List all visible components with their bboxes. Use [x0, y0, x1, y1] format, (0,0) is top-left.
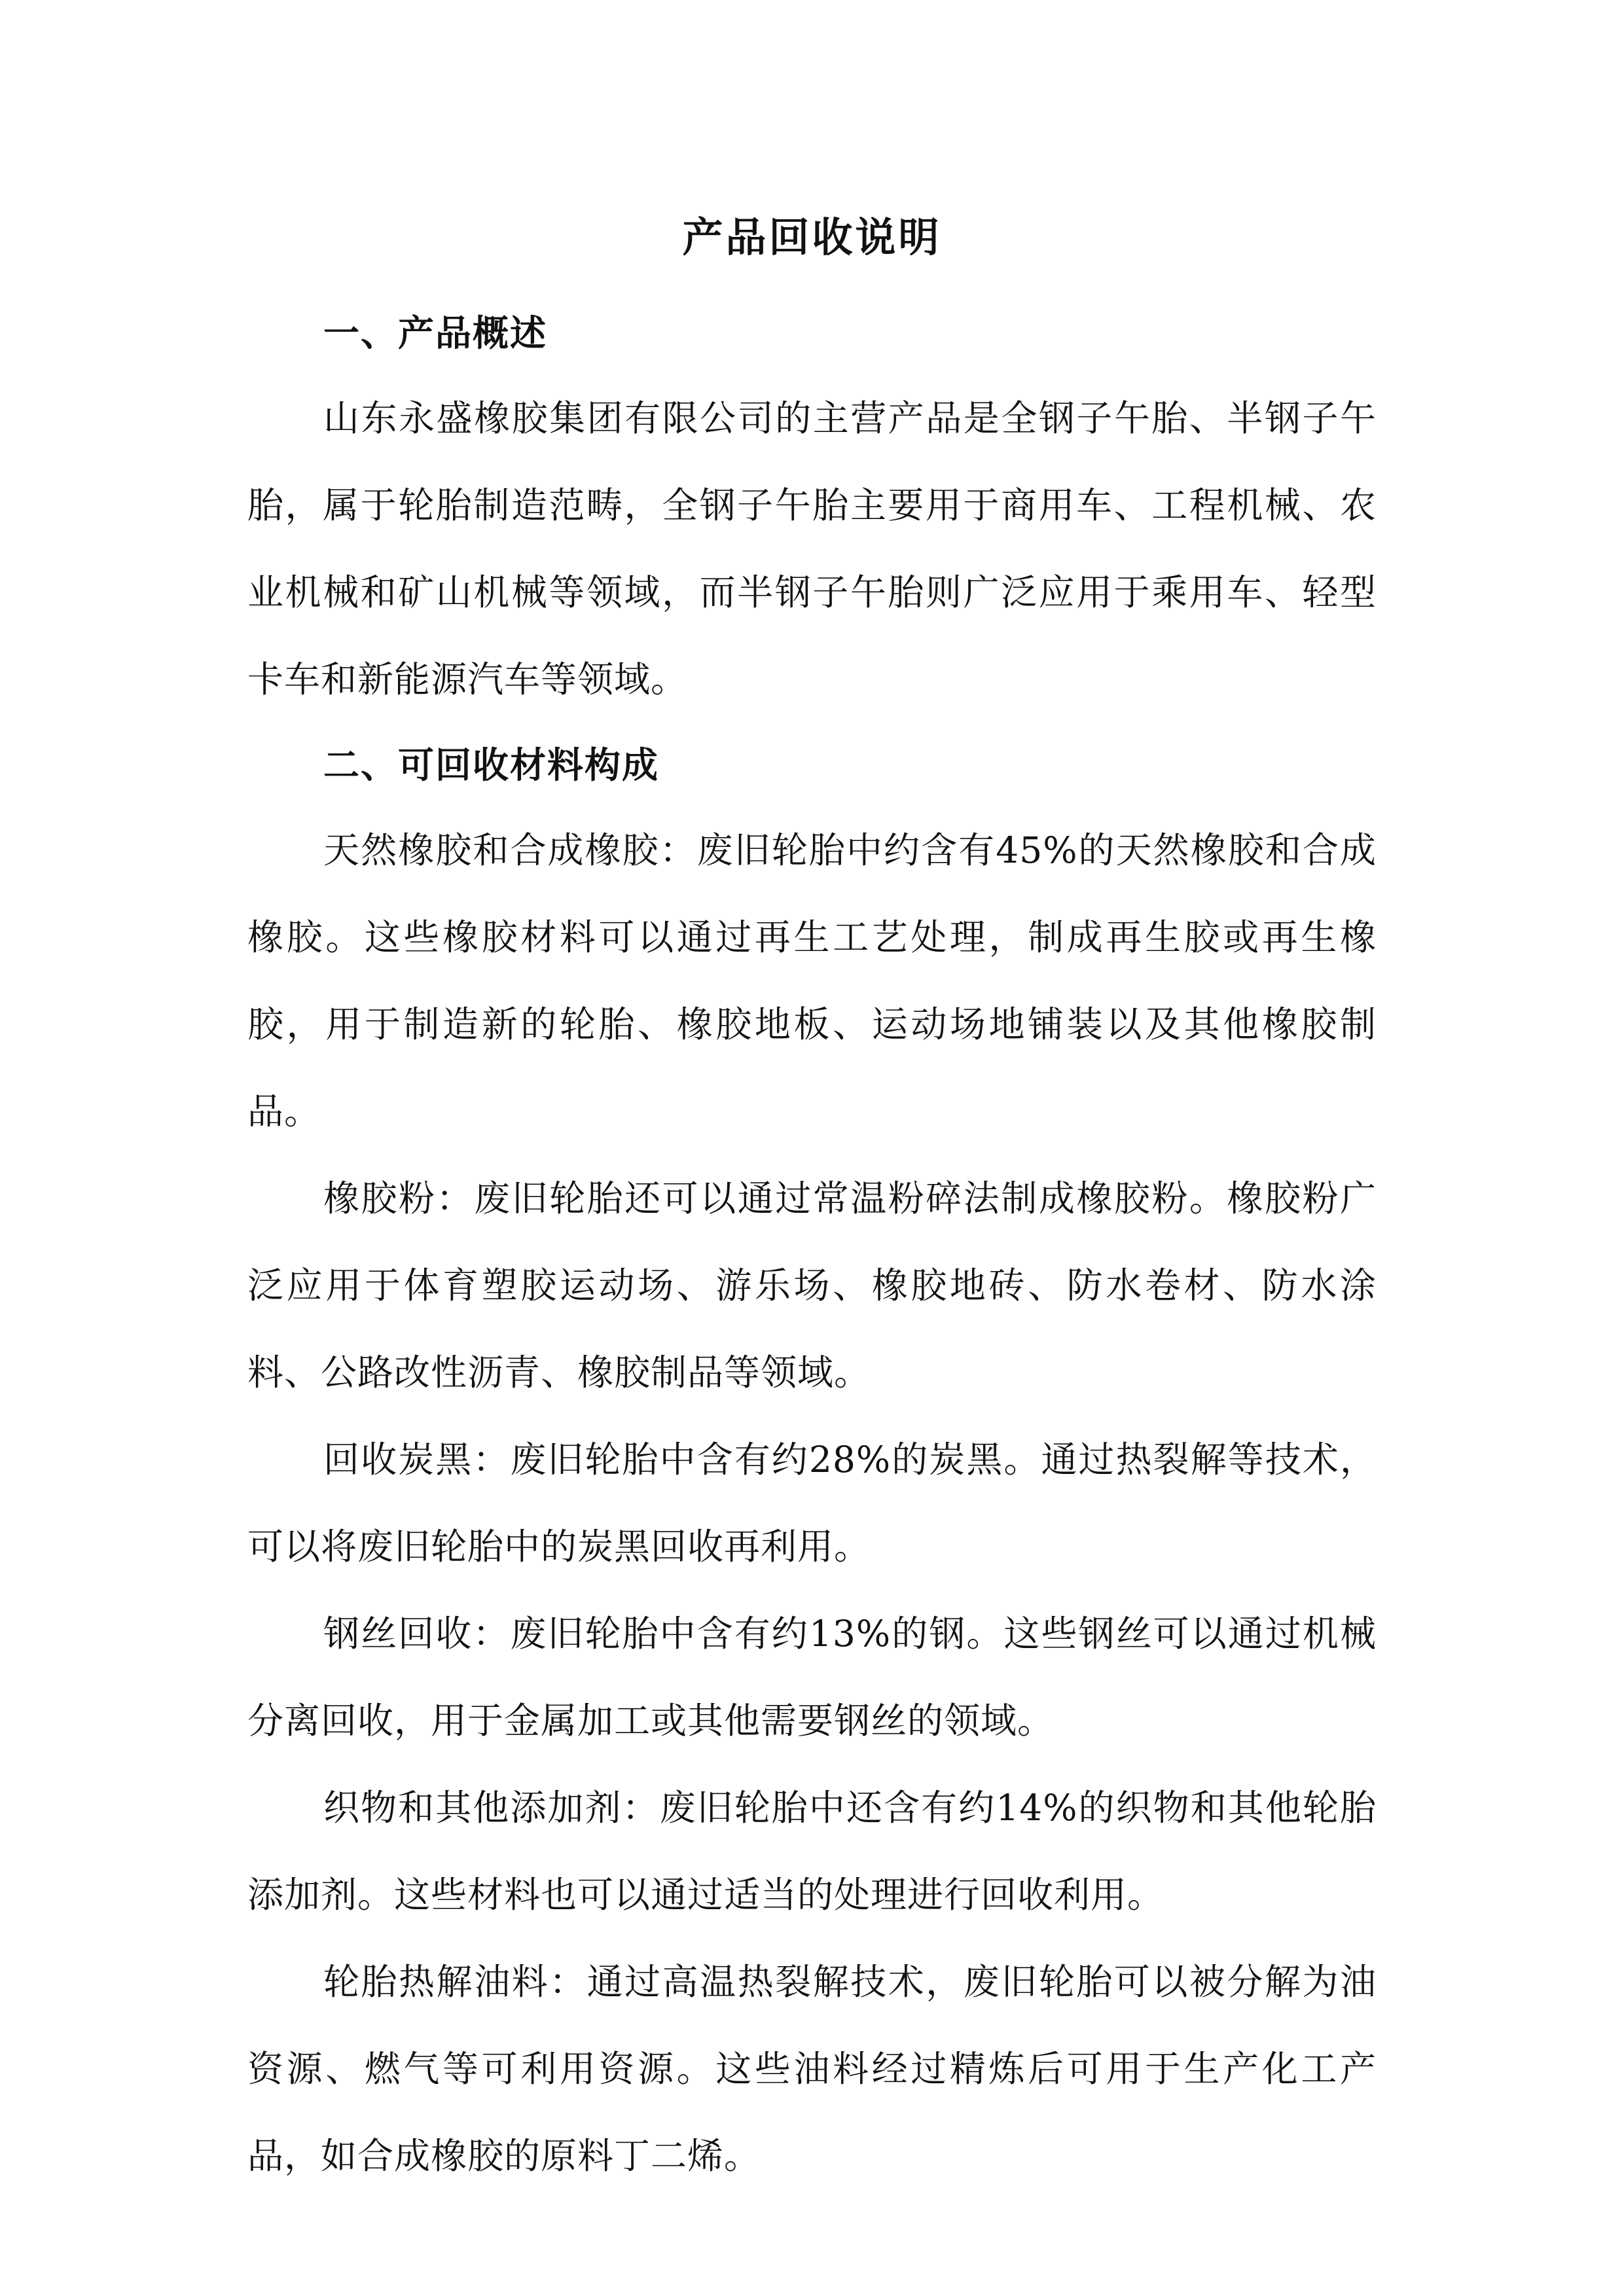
section-heading: 一、产品概述 [323, 312, 548, 354]
paragraph: 回收炭黑：废旧轮胎中含有约28%的炭黑。通过热裂解等技术，可以将废旧轮胎中的炭黑回收再利用。 [247, 1439, 1377, 1568]
document-body [247, 291, 1377, 2200]
paragraph: 山东永盛橡胶集团有限公司的主营产品是全钢子午胎、半钢子午胎，属于轮胎制造范畴，全钢子午胎主要用于商用车、工程机械、农业机械和矿山机械等领域，而半钢子午胎则广泛应用于乘用车、轻型卡车和新能源汽车等领域。 [247, 397, 1377, 700]
paragraph: 钢丝回收：废旧轮胎中含有约13%的钢。这些钢丝可以通过机械分离回收，用于金属加工或其他需要钢丝的领域。 [247, 1613, 1377, 1742]
document-title: 产品回收说明 [682, 213, 942, 261]
paragraph: 织物和其他添加剂：废旧轮胎中还含有约14%的织物和其他轮胎添加剂。这些材料也可以通过适当的处理进行回收利用。 [247, 1787, 1377, 1916]
section-heading: 二、可回收材料构成 [323, 744, 660, 786]
paragraph: 橡胶粉：废旧轮胎还可以通过常温粉碎法制成橡胶粉。橡胶粉广泛应用于体育塑胶运动场、游乐场、橡胶地砖、防水卷材、防水涂料、公路改性沥青、橡胶制品等领域。 [247, 1177, 1377, 1393]
section-overview [247, 291, 1377, 723]
paragraph: 轮胎热解油料：通过高温热裂解技术，废旧轮胎可以被分解为油资源、燃气等可利用资源。这些油料经过精炼后可用于生产化工产品，如合成橡胶的原料丁二烯。 [247, 1961, 1377, 2177]
paragraph: 天然橡胶和合成橡胶：废旧轮胎中约含有45%的天然橡胶和合成橡胶。这些橡胶材料可以通过再生工艺处理，制成再生胶或再生橡胶，用于制造新的轮胎、橡胶地板、运动场地铺装以及其他橡胶制品。 [247, 829, 1377, 1132]
section-recyclable-materials [247, 723, 1377, 2200]
